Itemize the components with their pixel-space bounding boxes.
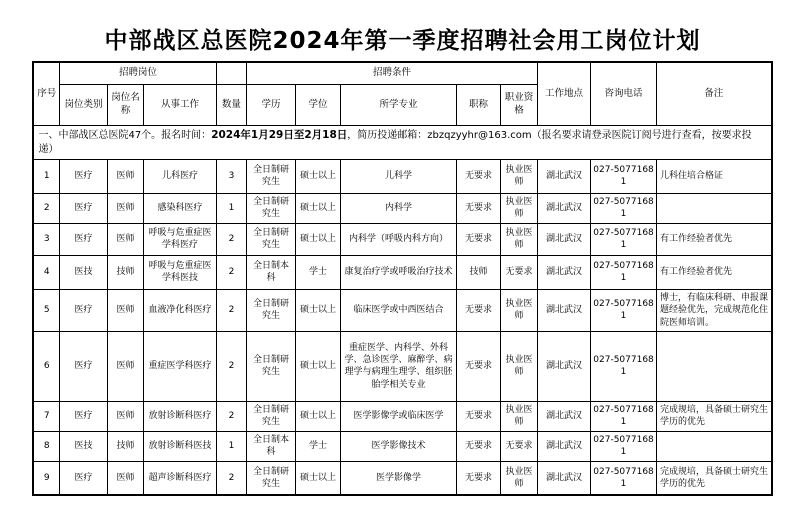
cell-degree: 学士 (295, 431, 340, 461)
cell-category: 医技 (59, 255, 107, 289)
cell-education: 全日制研究生 (246, 159, 295, 193)
cell-work: 呼吸与危重症医学科医疗 (143, 223, 216, 255)
cell-remark: 有工作经验者优先 (657, 255, 772, 289)
cell-major: 康复治疗学或呼吸治疗技术 (340, 255, 456, 289)
header-location: 工作地点 (538, 62, 591, 125)
cell-degree: 硕士以上 (295, 331, 340, 401)
cell-education: 全日制研究生 (246, 461, 295, 495)
cell-phone: 027-50771681 (591, 401, 657, 431)
cell-count: 1 (216, 193, 246, 223)
cell-education: 全日制本科 (246, 431, 295, 461)
cell-degree: 硕士以上 (295, 223, 340, 255)
cell-count: 1 (216, 431, 246, 461)
header-phone: 咨询电话 (591, 62, 657, 125)
cell-title: 无要求 (456, 223, 500, 255)
cell-location: 湖北武汉 (538, 331, 591, 401)
header-count: 数量 (216, 84, 246, 125)
cell-location: 湖北武汉 (538, 401, 591, 431)
table-row (33, 159, 771, 193)
cell-location: 湖北武汉 (538, 223, 591, 255)
cell-name: 技师 (107, 255, 143, 289)
cell-remark: 儿科住培合格证 (657, 159, 772, 193)
cell-seq: 6 (33, 331, 59, 401)
cell-name: 医师 (107, 159, 143, 193)
cell-title: 无要求 (456, 159, 500, 193)
header-category: 岗位类别 (59, 84, 107, 125)
cell-work: 感染科医疗 (143, 193, 216, 223)
cell-category: 医疗 (59, 223, 107, 255)
cell-seq: 1 (33, 159, 59, 193)
cell-education: 全日制研究生 (246, 289, 295, 331)
notice-text (33, 125, 771, 159)
cell-qualification: 执业医师 (500, 461, 537, 495)
cell-count: 3 (216, 159, 246, 193)
cell-name: 医师 (107, 193, 143, 223)
table-row (33, 223, 771, 255)
cell-major: 儿科学 (340, 159, 456, 193)
cell-education: 全日制研究生 (246, 401, 295, 431)
header-post-name: 岗位名称 (107, 84, 143, 125)
cell-category: 医疗 (59, 193, 107, 223)
cell-count: 2 (216, 461, 246, 495)
cell-seq: 5 (33, 289, 59, 331)
cell-seq: 7 (33, 401, 59, 431)
cell-title: 技师 (456, 255, 500, 289)
cell-work: 呼吸与危重症医学科医技 (143, 255, 216, 289)
cell-qualification: 执业医师 (500, 159, 537, 193)
cell-major: 医学影像技术 (340, 431, 456, 461)
cell-qualification: 执业医师 (500, 289, 537, 331)
cell-work: 超声诊断科医疗 (143, 461, 216, 495)
cell-work: 重症医学科医疗 (143, 331, 216, 401)
cell-major: 内科学（呼吸内科方向） (340, 223, 456, 255)
cell-work: 血液净化科医疗 (143, 289, 216, 331)
cell-remark (657, 331, 772, 401)
cell-degree: 硕士以上 (295, 289, 340, 331)
cell-phone: 027-50771681 (591, 255, 657, 289)
cell-category: 医疗 (59, 159, 107, 193)
cell-remark: 完成规培，具备硕士研究生学历的优先 (657, 401, 772, 431)
cell-count: 2 (216, 223, 246, 255)
cell-education: 全日制研究生 (246, 331, 295, 401)
cell-name: 医师 (107, 461, 143, 495)
cell-degree: 硕士以上 (295, 461, 340, 495)
cell-work: 放射诊断科医疗 (143, 401, 216, 431)
header-work: 从事工作 (143, 84, 216, 125)
header-empty-cell (216, 62, 246, 84)
table-row (33, 401, 771, 431)
cell-remark: 有工作经验者优先 (657, 223, 772, 255)
cell-category: 医疗 (59, 401, 107, 431)
cell-qualification: 执业医师 (500, 401, 537, 431)
cell-phone: 027-50771681 (591, 331, 657, 401)
header-row-groups (33, 62, 771, 84)
cell-qualification: 执业医师 (500, 223, 537, 255)
cell-count: 2 (216, 255, 246, 289)
cell-title: 无要求 (456, 431, 500, 461)
cell-seq: 9 (33, 461, 59, 495)
cell-phone: 027-50771681 (591, 431, 657, 461)
cell-major: 临床医学或中西医结合 (340, 289, 456, 331)
cell-location: 湖北武汉 (538, 461, 591, 495)
cell-name: 医师 (107, 223, 143, 255)
cell-education: 全日制本科 (246, 255, 295, 289)
cell-category: 医技 (59, 431, 107, 461)
notice-segment: 一、中部战区总医院47个。报名时间： (38, 129, 212, 141)
cell-work: 儿科医疗 (143, 159, 216, 193)
cell-name: 技师 (107, 431, 143, 461)
cell-name: 医师 (107, 331, 143, 401)
cell-category: 医疗 (59, 289, 107, 331)
cell-education: 全日制研究生 (246, 193, 295, 223)
cell-count: 2 (216, 289, 246, 331)
cell-phone: 027-50771681 (591, 159, 657, 193)
cell-seq: 4 (33, 255, 59, 289)
cell-phone: 027-50771681 (591, 289, 657, 331)
cell-qualification: 无要求 (500, 431, 537, 461)
cell-title: 无要求 (456, 289, 500, 331)
cell-remark: 博士，有临床科研、申报课题经验优先，完成规范化住院医师培训。 (657, 289, 772, 331)
cell-title: 无要求 (456, 331, 500, 401)
cell-major: 医学影像学或临床医学 (340, 401, 456, 431)
table-row (33, 431, 771, 461)
cell-category: 医疗 (59, 461, 107, 495)
cell-location: 湖北武汉 (538, 431, 591, 461)
cell-degree: 硕士以上 (295, 193, 340, 223)
cell-seq: 3 (33, 223, 59, 255)
table-row (33, 255, 771, 289)
header-remark: 备注 (657, 62, 772, 125)
cell-seq: 2 (33, 193, 59, 223)
table-row (33, 193, 771, 223)
cell-major: 医学影像学 (340, 461, 456, 495)
cell-major: 内科学 (340, 193, 456, 223)
cell-phone: 027-50771681 (591, 193, 657, 223)
cell-qualification: 无要求 (500, 255, 537, 289)
header-seq: 序号 (33, 62, 59, 125)
header-degree: 学位 (295, 84, 340, 125)
cell-phone: 027-50771681 (591, 461, 657, 495)
cell-qualification: 执业医师 (500, 331, 537, 401)
cell-location: 湖北武汉 (538, 193, 591, 223)
cell-remark (657, 431, 772, 461)
table-header (33, 62, 771, 125)
cell-title: 无要求 (456, 193, 500, 223)
table-row (33, 461, 771, 495)
header-group-condition: 招聘条件 (246, 62, 537, 84)
cell-category: 医疗 (59, 331, 107, 401)
notice-date: 2024年1月29日至2月18日 (211, 128, 348, 141)
cell-major: 重症医学、内科学、外科学、急诊医学、麻醉学、病理学与病理生理学、组织胚胎学相关专业 (340, 331, 456, 401)
cell-title: 无要求 (456, 461, 500, 495)
cell-count: 2 (216, 401, 246, 431)
cell-count: 2 (216, 331, 246, 401)
header-title: 职称 (456, 84, 500, 125)
cell-remark: 完成规培，具备硕士研究生学历的优先 (657, 461, 772, 495)
cell-remark (657, 193, 772, 223)
cell-work: 放射诊断科医技 (143, 431, 216, 461)
notice-segment: ，简历投递邮箱：zbzqzyyhr@163.com（报名要求请登录医院订阅号进行查看，按要求投递） (38, 129, 752, 155)
cell-location: 湖北武汉 (538, 159, 591, 193)
header-qualification: 职业资格 (500, 84, 537, 125)
cell-location: 湖北武汉 (538, 255, 591, 289)
cell-education: 全日制研究生 (246, 223, 295, 255)
cell-degree: 学士 (295, 255, 340, 289)
header-education: 学历 (246, 84, 295, 125)
page-title: 中部战区总医院2024年第一季度招聘社会用工岗位计划 (104, 28, 701, 54)
cell-qualification: 执业医师 (500, 193, 537, 223)
cell-location: 湖北武汉 (538, 289, 591, 331)
cell-seq: 8 (33, 431, 59, 461)
table-body (33, 159, 771, 495)
cell-phone: 027-50771681 (591, 223, 657, 255)
cell-degree: 硕士以上 (295, 401, 340, 431)
cell-degree: 硕士以上 (295, 159, 340, 193)
cell-name: 医师 (107, 289, 143, 331)
table-row (33, 289, 771, 331)
cell-title: 无要求 (456, 401, 500, 431)
table-row (33, 331, 771, 401)
notice-row (33, 125, 771, 159)
cell-name: 医师 (107, 401, 143, 431)
header-major: 所学专业 (340, 84, 456, 125)
recruitment-table (32, 61, 772, 496)
header-group-position: 招聘岗位 (59, 62, 216, 84)
